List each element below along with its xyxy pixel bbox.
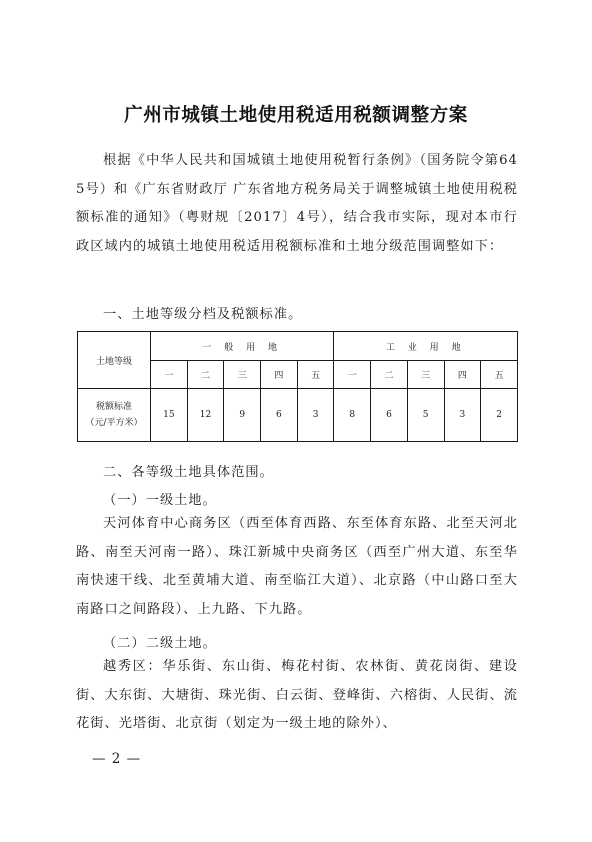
document-title: 广州市城镇土地使用税适用税额调整方案 (124, 105, 468, 126)
tax-standard-label-line2: （元/平方米） (85, 418, 143, 428)
level-1-land-paragraph: 天河体育中心商务区（西至体育西路、东至体育东路、北至天河北路、南至天河南一路）、珠江新城中央商务区（西至广州大道、东至华南快速干线、北至黄埔大道、南至临江大道）、北京路（中山路口至大南路口之间路段）、上九路、下九路。 (76, 516, 518, 617)
general-value-cell: 12 (187, 389, 224, 442)
general-value-cell: 6 (261, 389, 298, 442)
grade-cell: 五 (481, 361, 518, 389)
industrial-value-cell: 6 (371, 389, 408, 442)
general-value-cell: 15 (151, 389, 188, 442)
industrial-value-cell: 5 (407, 389, 444, 442)
section-2-heading: 二、各等级土地具体范围。 (103, 465, 274, 480)
tax-standard-label (78, 389, 151, 442)
industrial-value-cell: 3 (444, 389, 481, 442)
page-number: — 2 — (92, 751, 142, 767)
grade-cell: 二 (187, 361, 224, 389)
tax-rate-table (77, 331, 518, 442)
grade-cell: 三 (224, 361, 261, 389)
subsection-2-heading: （二）二级土地。 (103, 636, 217, 651)
section-1-heading: 一、土地等级分档及税额标准。 (103, 307, 303, 322)
grade-cell: 一 (151, 361, 188, 389)
intro-paragraph: 根据《中华人民共和国城镇土地使用税暂行条例》（国务院令第645号）和《广东省财政厅 广东省地方税务局关于调整城镇土地使用税税额标准的通知》（粤财规〔2017〕4号），结合我市实际，现对本市行政区域内的城镇土地使用税适用税额标准和土地分级范围调整如下： (76, 153, 518, 254)
tax-standard-label-line1: 税额标准 (95, 402, 132, 412)
general-value-cell: 9 (224, 389, 261, 442)
grade-cell: 四 (261, 361, 298, 389)
table-row-header: 土地等级 (78, 332, 151, 389)
general-value-cell: 3 (297, 389, 334, 442)
grade-cell: 一 (334, 361, 371, 389)
level-2-land-paragraph: 越秀区：华乐街、东山街、梅花村街、农林街、黄花岗街、建设街、大东街、大塘街、珠光街、白云街、登峰街、六榕街、人民街、流花街、光塔街、北京街（划定为一级土地的除外）、 (76, 659, 518, 731)
general-land-header: 一 般 用 地 (151, 332, 334, 361)
industrial-value-cell: 8 (334, 389, 371, 442)
industrial-land-header: 工 业 用 地 (334, 332, 518, 361)
grade-cell: 四 (444, 361, 481, 389)
industrial-value-cell: 2 (481, 389, 518, 442)
grade-cell: 三 (407, 361, 444, 389)
grade-cell: 五 (297, 361, 334, 389)
grade-cell: 二 (371, 361, 408, 389)
subsection-1-heading: （一）一级土地。 (103, 493, 217, 508)
